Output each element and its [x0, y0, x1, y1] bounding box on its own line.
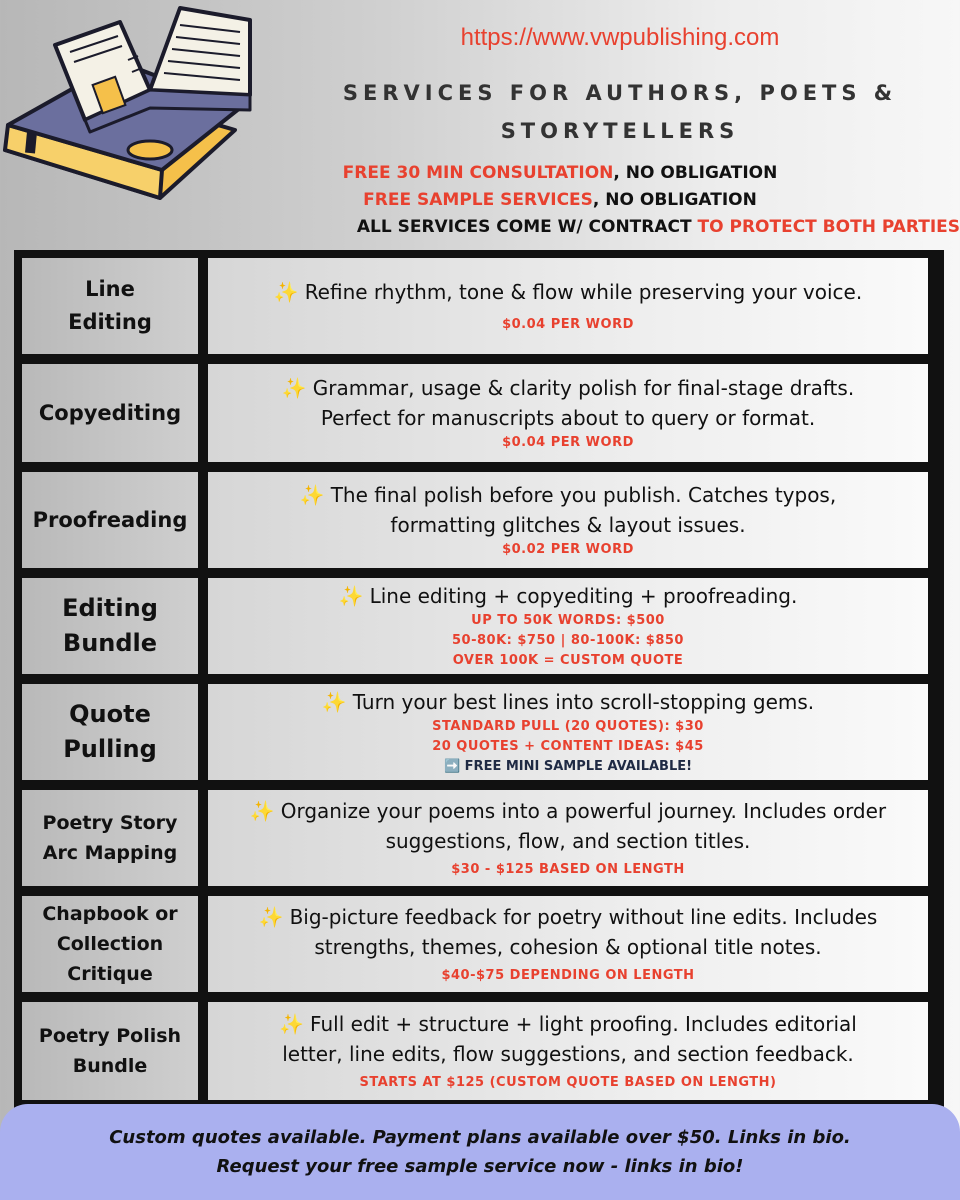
service-row-line-editing: [22, 258, 936, 354]
service-row-chapbook-critique: [22, 896, 936, 992]
sparkle-icon: ✨: [281, 376, 307, 400]
service-price: STARTS AT $125 (CUSTOM QUOTE BASED ON LENGTH): [359, 1075, 777, 1090]
page-title-line1: SERVICES FOR AUTHORS, POETS &: [342, 81, 898, 105]
service-description: Full edit + structure + light proofing. Includes editorial: [310, 1012, 857, 1036]
service-description: Big-picture feedback for poetry without line edits. Includes: [289, 905, 878, 929]
sparkle-icon: ✨: [273, 280, 299, 304]
service-description-cell: [208, 1002, 928, 1100]
service-description: formatting glitches & layout issues.: [390, 513, 746, 537]
service-description: strengths, themes, cohesion & optional title notes.: [314, 935, 822, 959]
service-label-line: Pulling: [63, 735, 157, 763]
sparkle-icon: ✨: [321, 690, 347, 714]
service-label-line: Poetry Story: [42, 812, 178, 834]
service-price: $0.04 PER WORD: [502, 435, 634, 450]
service-description: Grammar, usage & clarity polish for final-stage drafts.: [312, 376, 855, 400]
service-label-line: Critique: [67, 963, 153, 985]
service-price: UP TO 50K WORDS: $500: [471, 613, 665, 628]
service-label-line: Bundle: [62, 629, 158, 657]
service-label-line: Editing: [68, 310, 152, 334]
sparkle-icon: ✨: [299, 483, 325, 507]
footer-line1: Custom quotes available. Payment plans available over $50. Links in bio.: [109, 1127, 851, 1148]
page-title-line2: STORYTELLERS: [500, 119, 740, 143]
service-description-cell: [208, 364, 928, 462]
service-label-line: Editing: [62, 594, 158, 622]
service-row-proofreading: [22, 472, 936, 568]
tagline-sample-rest: , NO OBLIGATION: [592, 190, 757, 210]
service-description: Turn your best lines into scroll-stopping gems.: [352, 690, 815, 714]
services-table: [14, 250, 944, 1108]
service-price: $0.04 PER WORD: [502, 317, 634, 332]
tagline-contract-text: ALL SERVICES COME W/ CONTRACT: [356, 217, 698, 237]
tagline-sample-highlight: FREE SAMPLE SERVICES: [363, 190, 593, 210]
arrow-right-icon: ➡️: [443, 759, 461, 774]
website-url[interactable]: https://www.vwpublishing.com: [460, 24, 780, 51]
service-description-cell: [208, 258, 928, 354]
service-label: [22, 790, 198, 886]
tagline-sample: [150, 189, 960, 211]
service-price: $40-$75 DEPENDING ON LENGTH: [441, 968, 695, 983]
service-price: 50-80K: $750 | 80-100K: $850: [452, 633, 684, 648]
service-row-poetry-polish-bundle: [22, 1002, 936, 1100]
service-description: letter, line edits, flow suggestions, and section feedback.: [282, 1042, 854, 1066]
service-description-cell: [208, 578, 928, 674]
service-label-line: Bundle: [72, 1055, 148, 1077]
service-row-quote-pulling: [22, 684, 936, 780]
service-description: Line editing + copyediting + proofreading.: [369, 584, 798, 608]
service-description: Organize your poems into a powerful journey. Includes order: [280, 799, 887, 823]
service-label: [22, 364, 198, 462]
service-description-cell: [208, 896, 928, 992]
service-price: $30 - $125 BASED ON LENGTH: [451, 862, 685, 877]
tagline-consultation-rest: , NO OBLIGATION: [613, 163, 778, 183]
sparkle-icon: ✨: [249, 799, 275, 823]
service-label-line: Proofreading: [32, 507, 188, 532]
service-label: [22, 472, 198, 568]
service-price: OVER 100K = CUSTOM QUOTE: [452, 653, 684, 668]
sparkle-icon: ✨: [338, 584, 364, 608]
service-note-text: FREE MINI SAMPLE AVAILABLE!: [464, 759, 693, 774]
page-title: [290, 74, 950, 150]
service-label-line: Quote: [69, 700, 151, 728]
service-label-line: Poetry Polish: [38, 1025, 182, 1047]
service-row-editing-bundle: [22, 578, 936, 674]
service-label: [22, 684, 198, 780]
footer-line2: Request your free sample service now - links in bio!: [216, 1156, 744, 1177]
tagline-consultation-highlight: FREE 30 MIN CONSULTATION: [342, 163, 614, 183]
service-description-cell: [208, 790, 928, 886]
service-description-cell: [208, 472, 928, 568]
service-description: suggestions, flow, and section titles.: [385, 829, 751, 853]
service-row-copyediting: [22, 364, 936, 462]
service-note: [444, 757, 692, 777]
service-description: Perfect for manuscripts about to query or format.: [320, 406, 816, 430]
service-description-cell: [208, 684, 928, 780]
service-price: STANDARD PULL (20 QUOTES): $30: [432, 719, 704, 734]
sparkle-icon: ✨: [258, 905, 284, 929]
service-label-line: Copyediting: [38, 400, 182, 425]
service-row-poetry-story-arc-mapping: [22, 790, 936, 886]
service-label-line: Chapbook or: [42, 903, 178, 925]
service-description: Refine rhythm, tone & flow while preserving your voice.: [304, 280, 863, 304]
sparkle-icon: ✨: [279, 1012, 305, 1036]
service-price: $0.02 PER WORD: [502, 542, 634, 557]
service-label: [22, 1002, 198, 1100]
tagline-contract-highlight: TO PROTECT BOTH PARTIES: [697, 217, 960, 237]
service-label-line: Collection: [56, 933, 164, 955]
service-label: [22, 258, 198, 354]
tagline-contract: [140, 216, 960, 238]
service-label: [22, 578, 198, 674]
service-label-line: Arc Mapping: [42, 842, 178, 864]
tagline-consultation: [150, 162, 960, 184]
footer-banner: [0, 1104, 960, 1200]
service-label-line: Line: [85, 277, 135, 301]
service-label: [22, 896, 198, 992]
service-description: The final polish before you publish. Catches typos,: [330, 483, 837, 507]
service-price: 20 QUOTES + CONTENT IDEAS: $45: [432, 739, 704, 754]
